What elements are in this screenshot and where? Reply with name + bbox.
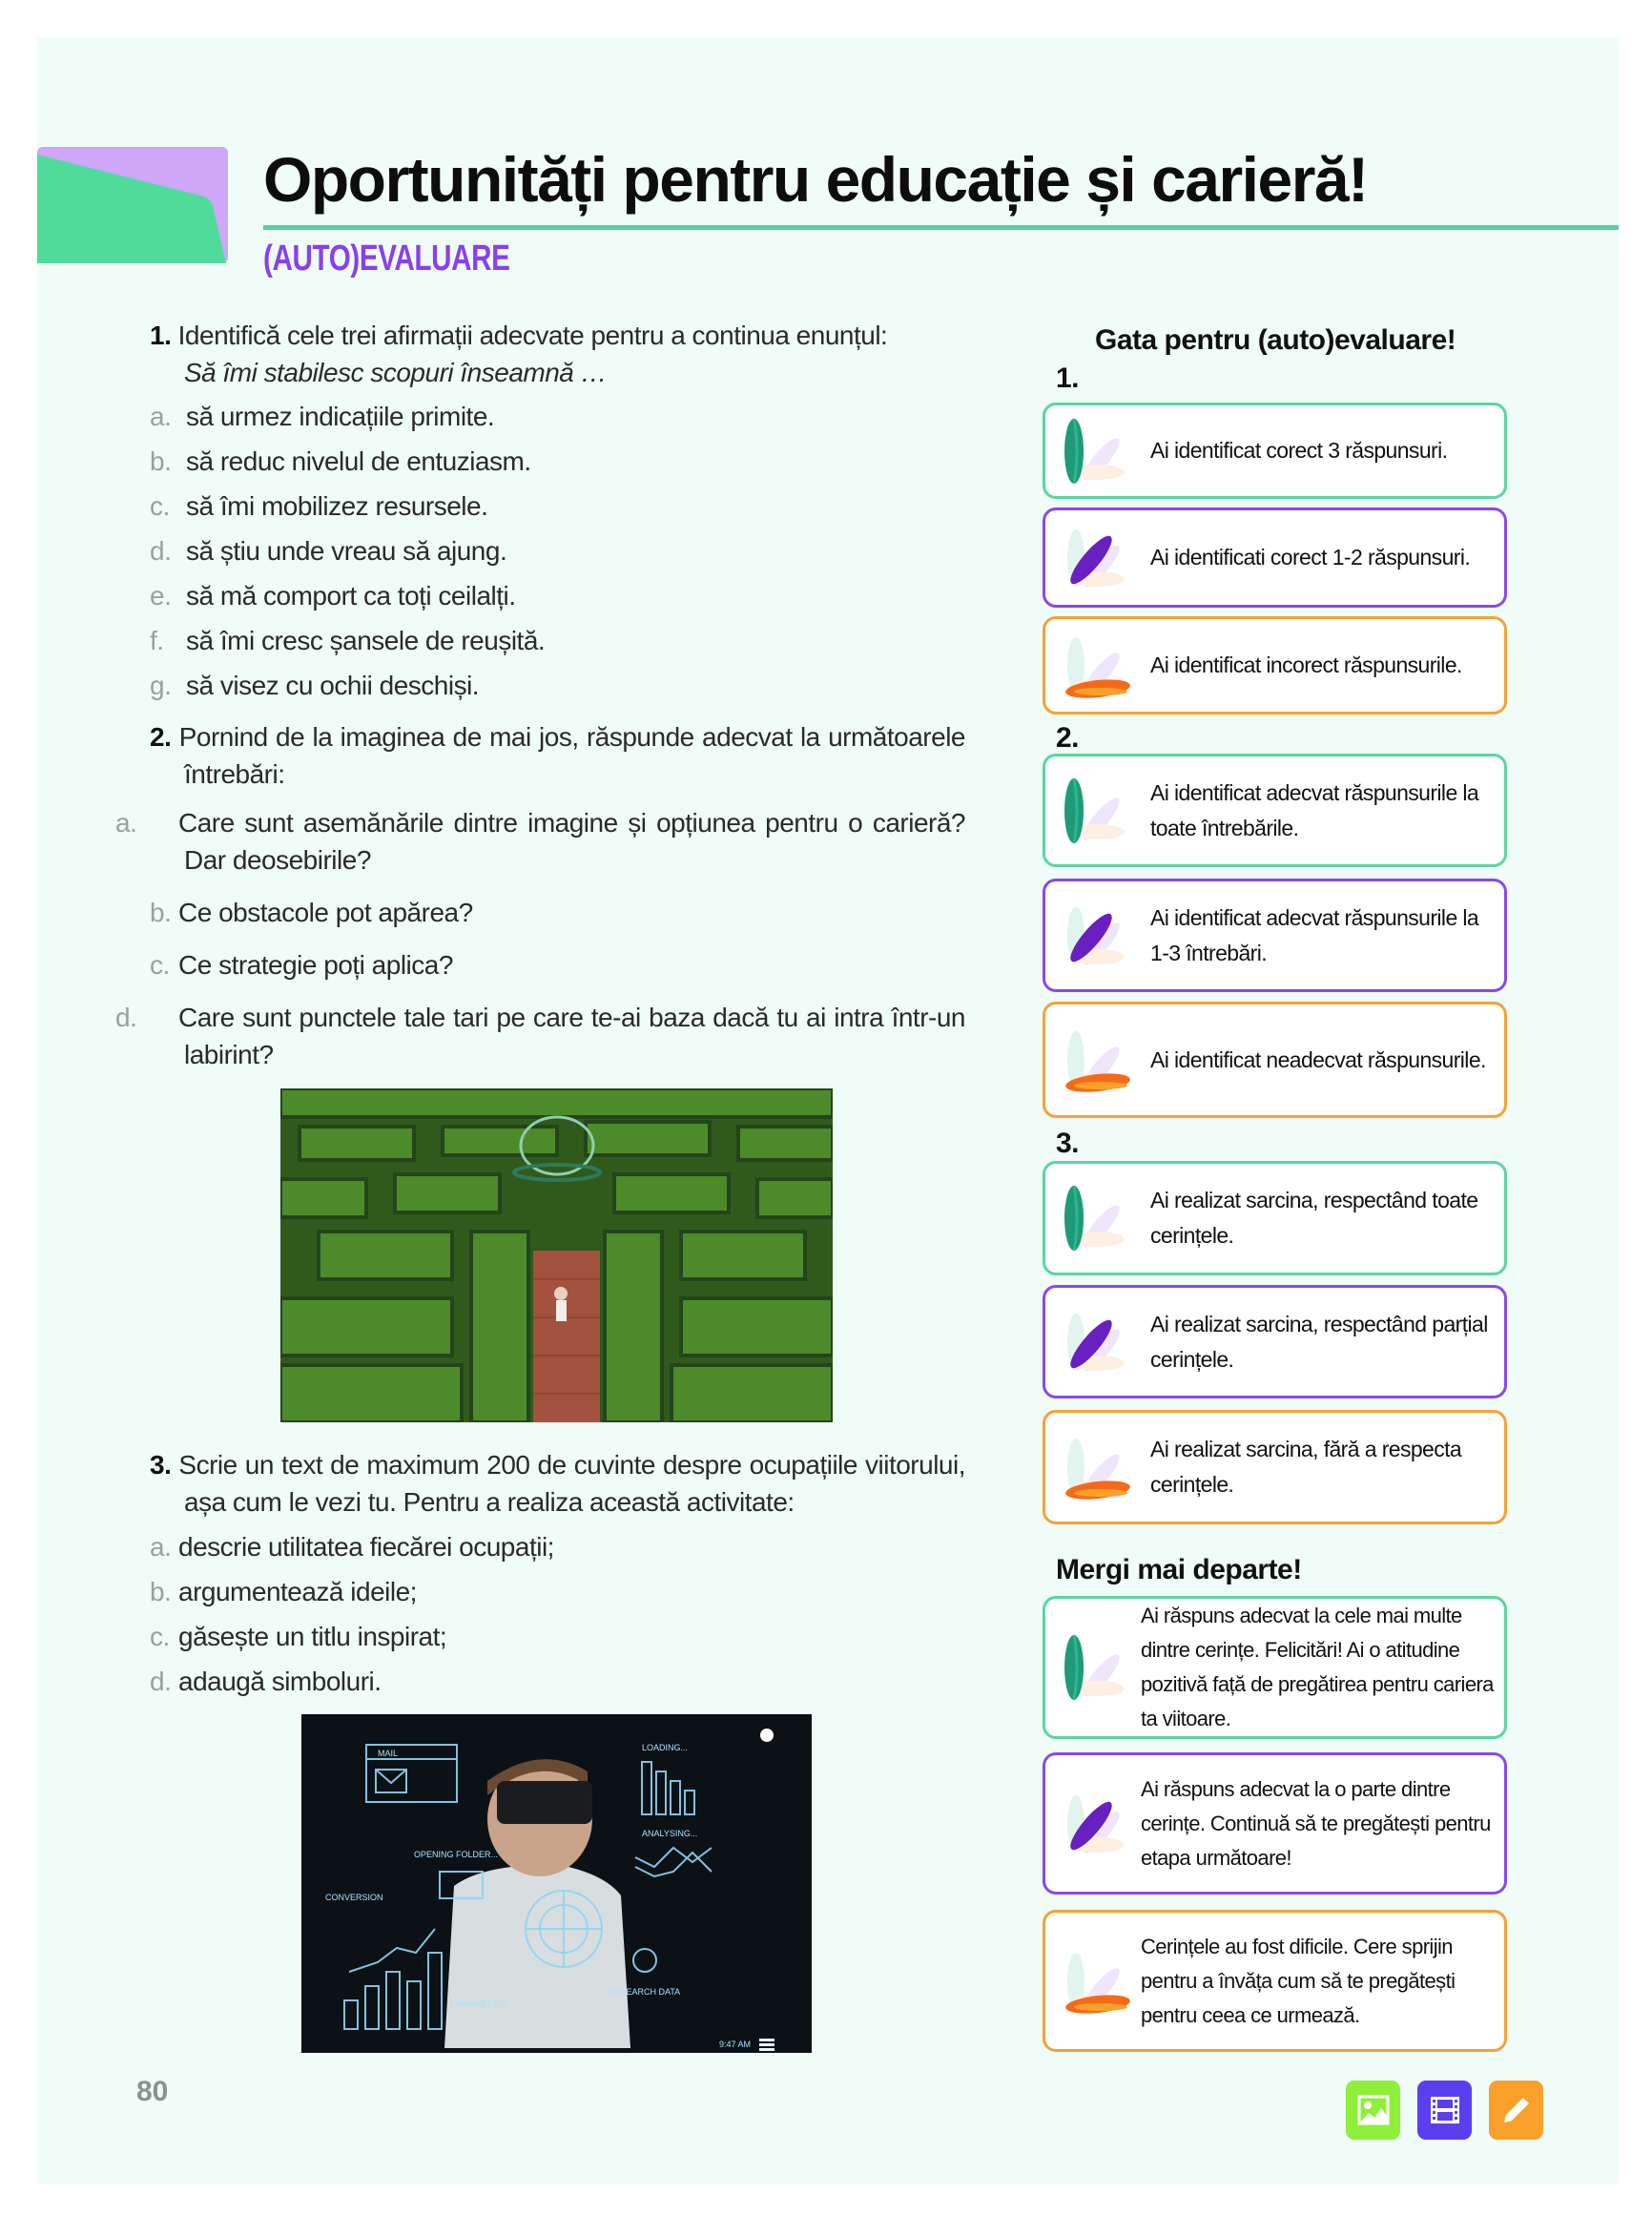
question-text: Identifică cele trei afirmații adecvate pentru a continua enunțul:	[177, 321, 888, 350]
leaf-icon	[1055, 1786, 1141, 1862]
evaluation-box-not-achieved	[1043, 1410, 1507, 1524]
option-text: să mă comport ca toți ceilalți.	[186, 581, 516, 611]
evaluation-box-achieved	[1043, 1161, 1507, 1275]
question-text: Scrie un text de maximum 200 de cuvinte despre ocupațiile viitorului, așa cum le vezi tu. Pentru a realiza această activitate:	[178, 1450, 965, 1517]
go-further-title: Mergi mai departe!	[1056, 1554, 1302, 1585]
question-2	[115, 718, 965, 1073]
option-text: Care sunt asemănările dintre imagine și opțiunea pentru o carieră? Dar deosebirile?	[178, 808, 965, 875]
option-letter: c.	[150, 1622, 170, 1651]
option-item	[150, 1573, 965, 1618]
option-text: să îmi mobilizez resursele.	[186, 491, 488, 521]
question-text: Pornind de la imaginea de mai jos, răspunde adecvat la următoarele întrebări:	[178, 722, 965, 789]
option-letter: d.	[115, 1003, 137, 1032]
evaluation-box-partial	[1043, 507, 1507, 608]
section-number: 2.	[1056, 722, 1080, 754]
vr-label: 9:47 AM	[719, 2040, 752, 2049]
option-letter: d.	[150, 536, 172, 566]
option-item	[150, 487, 965, 532]
section-number: 1.	[1056, 362, 1080, 394]
leaf-icon	[1055, 898, 1141, 974]
option-item	[150, 532, 965, 577]
image-button[interactable]	[1346, 2081, 1400, 2140]
option-letter: b.	[150, 1577, 172, 1606]
page-title: Oportunități pentru educație și carieră!	[263, 144, 1368, 215]
evaluation-text: Ai realizat sarcina, fără a respecta cerințele.	[1150, 1437, 1462, 1497]
film-icon	[1429, 2095, 1461, 2125]
option-text: Care sunt punctele tale tari pe care te-ai baza dacă tu ai intra într-un labirint?	[178, 1003, 965, 1069]
evaluation-box-not-achieved	[1043, 616, 1507, 715]
evaluation-text: Ai răspuns adecvat la o parte dintre cerințe. Continuă să te pregătești pentru etapa următoare!	[1141, 1776, 1491, 1870]
option-letter: f.	[150, 626, 164, 655]
option-text: să îmi cresc șansele de reușită.	[186, 626, 546, 655]
option-letter: b.	[150, 898, 172, 927]
question-prompt: Să îmi stabilesc scopuri înseamnă …	[184, 358, 608, 387]
evaluation-text: Ai realizat sarcina, respectând parțial cerințele.	[1150, 1311, 1488, 1372]
option-item	[150, 1618, 965, 1663]
vr-label: CONVERSION	[325, 1893, 383, 1902]
option-text: argumentează ideile;	[178, 1577, 417, 1606]
option-text: să urmez indicațiile primite.	[186, 402, 495, 431]
evaluation-box-not-achieved	[1043, 1910, 1507, 2052]
option-letter: a.	[150, 1532, 172, 1562]
evaluation-box-not-achieved	[1043, 1002, 1507, 1118]
leaf-icon	[1055, 628, 1141, 704]
evaluation-text: Ai răspuns adecvat la cele mai multe dintre cerințe. Felicitări! Ai o atitudine pozitivă față de pregătirea pentru cariera ta viitoare.	[1141, 1604, 1494, 1730]
evaluation-text: Ai realizat sarcina, respectând toate cerințele.	[1150, 1188, 1478, 1248]
option-text: Ce strategie poți aplica?	[178, 950, 453, 980]
leaf-icon	[1055, 1022, 1141, 1098]
evaluation-text: Ai identificat neadecvat răspunsurile.	[1150, 1046, 1486, 1072]
evaluation-text: Ai identificati corect 1-2 răspunsuri.	[1150, 545, 1471, 570]
evaluation-text: Ai identificat corect 3 răspunsuri.	[1150, 438, 1448, 463]
evaluation-box-partial	[1043, 879, 1507, 992]
vr-label: ANALYSING...	[642, 1829, 698, 1838]
option-letter: a.	[150, 402, 172, 431]
gear-icon	[760, 1729, 774, 1742]
option-item	[150, 443, 965, 487]
option-item	[150, 667, 965, 712]
option-text: să visez cu ochii deschiși.	[186, 671, 480, 700]
maze-photo	[280, 1088, 833, 1422]
leaf-icon	[1055, 1629, 1141, 1706]
leaf-icon	[1055, 413, 1141, 489]
option-letter: a.	[115, 808, 137, 838]
option-text: să știu unde vreau să ajung.	[186, 536, 507, 566]
option-text: Ce obstacole pot apărea?	[178, 898, 473, 927]
option-letter: d.	[150, 1667, 172, 1696]
page-number: 80	[136, 2076, 169, 2107]
leaf-icon	[1055, 1943, 1141, 2019]
image-icon	[1357, 2095, 1390, 2125]
header-tab-decoration	[37, 147, 228, 263]
vr-label: RESEARCH DATA	[609, 1987, 681, 1997]
leaf-icon	[1055, 1429, 1141, 1505]
section-subtitle: (AUTO)EVALUARE	[263, 238, 510, 279]
leaf-icon	[1055, 773, 1141, 849]
vr-label: MARKETING	[456, 1999, 507, 2009]
option-letter: e.	[150, 581, 172, 611]
question-number: 1.	[150, 321, 172, 350]
leaf-icon	[1055, 520, 1141, 596]
option-item	[150, 622, 965, 667]
option-item	[150, 1663, 965, 1708]
section-number: 3.	[1056, 1128, 1080, 1159]
evaluation-text: Ai identificat incorect răspunsurile.	[1150, 652, 1462, 677]
question-1	[150, 317, 965, 712]
evaluation-text: Ai identificat adecvat răspunsurile la toate întrebările.	[1150, 779, 1479, 840]
title-underline	[263, 225, 1619, 230]
option-text: să reduc nivelul de entuziasm.	[186, 446, 531, 476]
evaluation-box-achieved	[1043, 1596, 1507, 1739]
evaluation-box-achieved	[1043, 754, 1507, 867]
question-3	[150, 1446, 965, 1708]
option-list	[150, 398, 965, 712]
option-text: găsește un titlu inspirat;	[178, 1622, 447, 1651]
leaf-icon	[1055, 1180, 1141, 1256]
option-text: descrie utilitatea fiecărei ocupații;	[178, 1532, 554, 1562]
option-item	[150, 1528, 965, 1573]
option-letter: g.	[150, 671, 172, 700]
option-letter: c.	[150, 491, 170, 521]
evaluation-box-partial	[1043, 1752, 1507, 1895]
evaluation-text: Cerințele au fost dificile. Cere sprijin pentru a învăța cum să te pregătești pentru ceea ce urmează.	[1141, 1934, 1456, 2027]
edit-button[interactable]	[1489, 2081, 1543, 2140]
option-letter: c.	[150, 950, 170, 980]
evaluation-box-partial	[1043, 1285, 1507, 1398]
vr-photo	[301, 1714, 812, 2053]
vr-label: LOADING...	[642, 1743, 689, 1752]
option-item	[150, 577, 965, 622]
question-number: 2.	[150, 722, 172, 752]
evaluation-text: Ai identificat adecvat răspunsurile la 1-3 întrebări.	[1150, 904, 1479, 965]
option-text: adaugă simboluri.	[178, 1667, 382, 1696]
option-item	[150, 398, 965, 443]
option-letter: b.	[150, 446, 172, 476]
leaf-icon	[1055, 1304, 1141, 1380]
self-evaluation-title: Gata pentru (auto)evaluare!	[1095, 324, 1456, 356]
vr-label: OPENING FOLDER...	[414, 1850, 499, 1859]
question-number: 3.	[150, 1450, 172, 1480]
evaluation-box-achieved	[1043, 403, 1507, 499]
vr-label: MAIL	[378, 1749, 399, 1758]
video-button[interactable]	[1417, 2081, 1472, 2140]
pencil-icon	[1500, 2094, 1533, 2126]
